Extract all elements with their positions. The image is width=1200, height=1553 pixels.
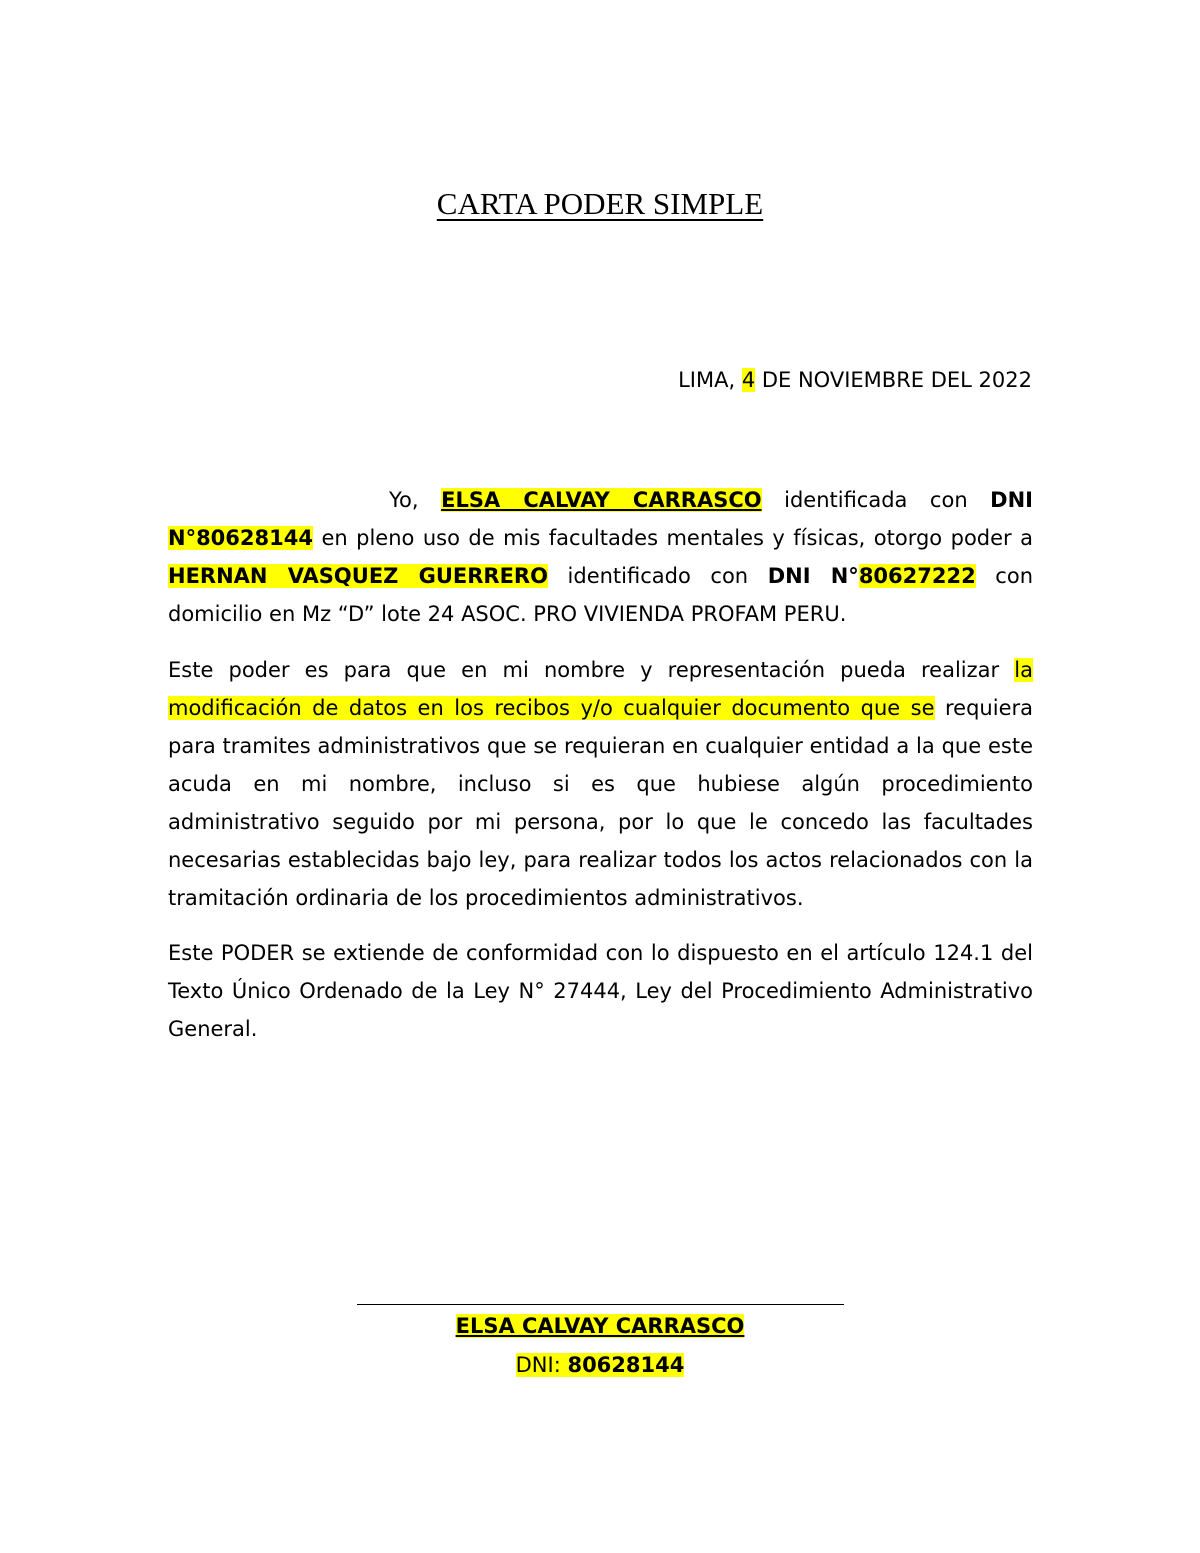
grantee-dni-label: DNI N°	[767, 564, 859, 588]
purpose-text-a: Este poder es para que en mi nombre y representación pueda realizar	[168, 658, 1015, 682]
grantor-dni-label: DNI	[990, 488, 1033, 512]
identified-text: identificada con	[761, 488, 991, 512]
grantee-name: HERNAN VASQUEZ GUERRERO	[168, 564, 548, 588]
paragraph-grant	[168, 481, 1033, 633]
date-day: 4	[741, 368, 756, 392]
yo-text: Yo,	[389, 488, 442, 512]
grantee-dni-number: 80627222	[858, 564, 976, 588]
paragraph-purpose	[168, 651, 1033, 917]
domicile-text: con domicilio en Mz “D” lote 24 ASOC. PRO VIVIENDA PROFAM PERU.	[168, 564, 1034, 626]
grantor-name: ELSA CALVAY CARRASCO	[441, 488, 762, 512]
date-prefix: LIMA,	[678, 368, 742, 392]
signature-line	[357, 1304, 844, 1305]
paragraph-legal	[168, 934, 1033, 1048]
grantor-dni-number: N°80628144	[168, 526, 313, 550]
signature-dni-label: DNI:	[515, 1353, 568, 1377]
date-suffix: DE NOVIEMBRE DEL 2022	[755, 368, 1032, 392]
identified-m-text: identificado con	[547, 564, 768, 588]
signature-name-block	[0, 1314, 1200, 1338]
document-date	[678, 368, 1032, 392]
purpose-highlight: la modificación de datos en los recibos y/o cualquier documento que se	[168, 658, 1033, 720]
signature-dni-block	[0, 1353, 1200, 1377]
document-title: CARTA PODER SIMPLE	[436, 186, 764, 221]
signature-name: ELSA CALVAY CARRASCO	[455, 1314, 745, 1338]
signature-dni-number: 80628144	[567, 1353, 685, 1377]
legal-text: Este PODER se extiende de conformidad con lo dispuesto en el artículo 124.1 del Texto Único Ordenado de la Ley N° 27444, Ley del Procedimiento Administrativo General.	[168, 941, 1033, 1041]
grant-text: en pleno uso de mis facultades mentales y físicas, otorgo poder a	[312, 526, 1033, 550]
purpose-text-b: requiera para tramites administrativos que se requieran en cualquier entidad a la que este acuda en mi nombre, incluso si es que hubiese algún procedimiento administrativo seguido por mi persona, por lo que le concedo las facultades necesarias establecidas bajo ley, para realizar todos los actos relacionados con la tramitación ordinaria de los procedimientos administrativos.	[168, 696, 1033, 910]
